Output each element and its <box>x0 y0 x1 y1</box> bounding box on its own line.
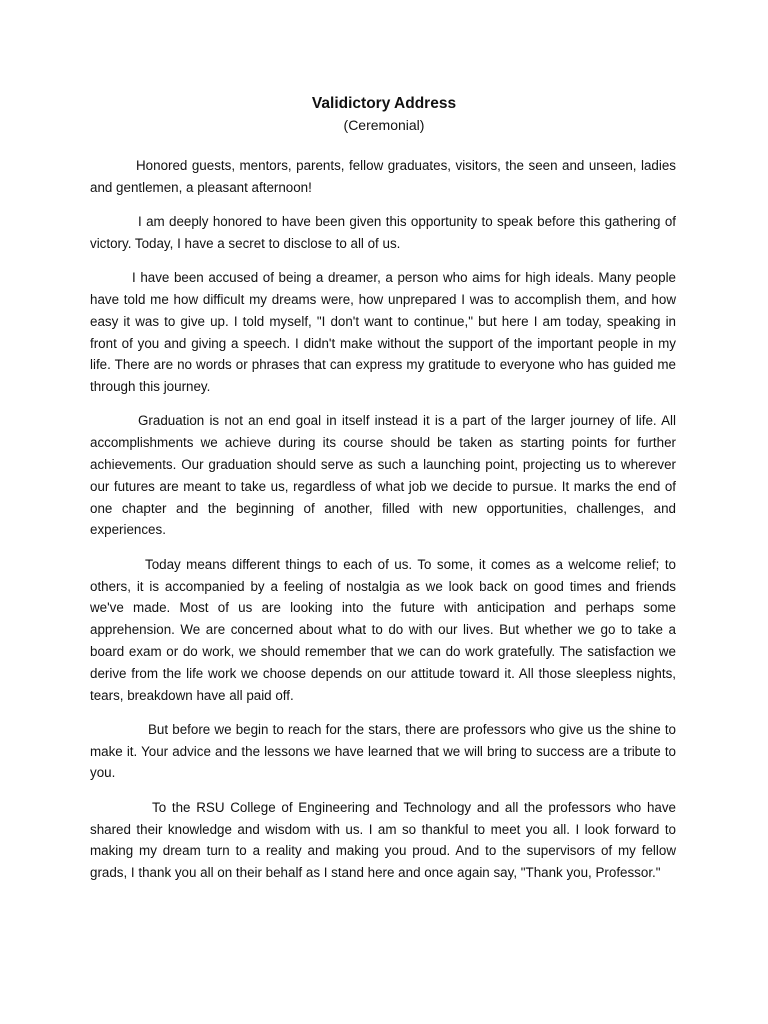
document-body <box>90 155 676 896</box>
document-subtitle: (Ceremonial) <box>343 117 425 133</box>
paragraph-greeting: Honored guests, mentors, parents, fellow graduates, visitors, the seen and unseen, ladies and gentlemen, a pleasant afternoon! <box>90 158 676 195</box>
paragraph-thanks: To the RSU College of Engineering and Technology and all the professors who have shared their knowledge and wisdom with us. I am so thankful to meet you all. I look forward to making my dream turn to a reality and making you proud. And to the supervisors of my fellow grads, I thank you all on their behalf as I stand here and once again say, "Thank you, Professor." <box>90 799 676 881</box>
paragraph-honored: I am deeply honored to have been given this opportunity to speak before this gathering of victory. Today, I have a secret to disclose to all of us. <box>90 214 676 251</box>
paragraph-dreamer: I have been accused of being a dreamer, a person who aims for high ideals. Many people have told me how difficult my dreams were, how unprepared I was to accomplish them, and how easy it was to give up. I told myself, "I don't want to continue," but here I am today, speaking in front of you and giving a speech. I didn't make without the support of the important people in my life. There are no words or phrases that can express my gratitude to everyone who has guided me through this journey. <box>90 270 676 395</box>
paragraph-professors: But before we begin to reach for the stars, there are professors who give us the shine to make it. Your advice and the lessons we have learned that we will bring to success are a tribute to you. <box>90 721 676 781</box>
paragraph-today: Today means different things to each of us. To some, it comes as a welcome relief; to others, it is accompanied by a feeling of nostalgia as we look back on good times and friends we've made. Most of us are looking into the future with anticipation and perhaps some apprehension. We are concerned about what to do with our lives. But whether we go to take a board exam or do work, we should remember that we can do work gratefully. The satisfaction we derive from the life work we choose depends on our attitude toward it. All those sleepless nights, tears, breakdown have all paid off. <box>90 556 676 703</box>
paragraph-graduation: Graduation is not an end goal in itself instead it is a part of the larger journey of life. All accomplishments we achieve during its course should be taken as starting points for further achievements. Our graduation should serve as such a launching point, projecting us to wherever our futures are meant to take us, regardless of what job we decide to pursue. It marks the end of one chapter and the beginning of another, filled with new opportunities, challenges, and experiences. <box>90 413 676 538</box>
document-title: Validictory Address <box>311 95 457 112</box>
